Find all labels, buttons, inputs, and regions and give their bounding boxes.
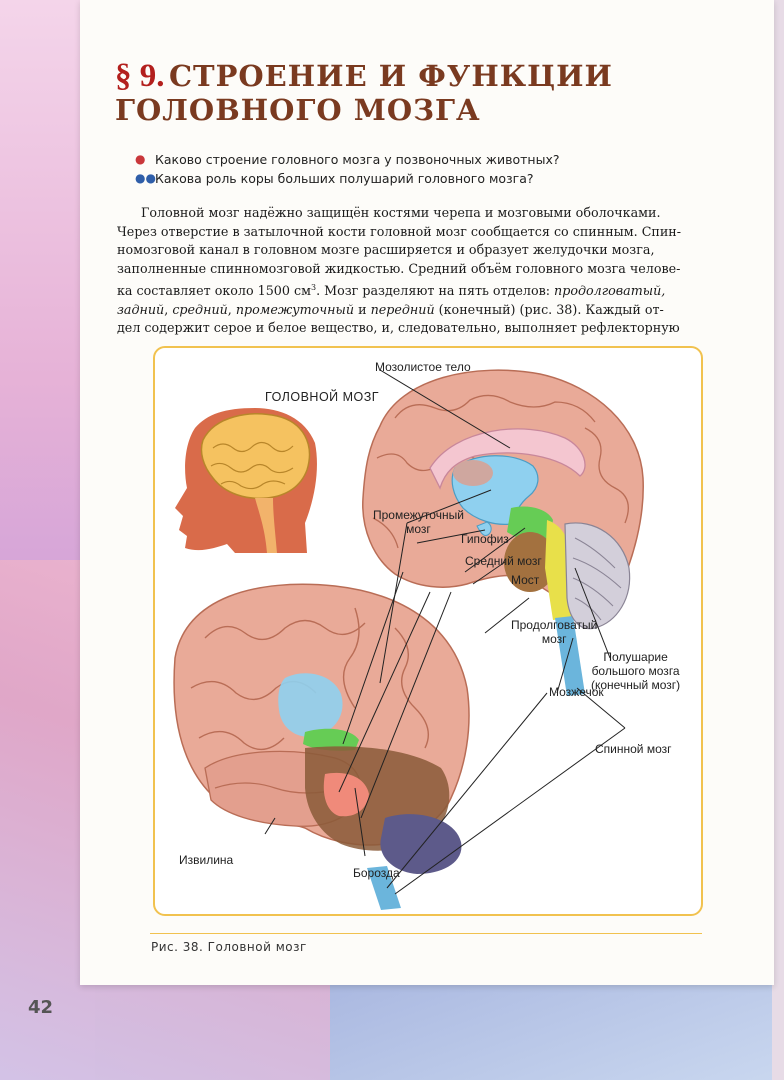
brain-figure	[153, 346, 703, 916]
italic-term: продолговатый,	[554, 283, 666, 299]
label-line: (конечный мозг)	[591, 678, 681, 692]
body-paragraph	[117, 204, 742, 338]
superscript: 3	[310, 282, 317, 292]
question-item	[135, 150, 560, 169]
label-pituitary: Гипофиз	[461, 532, 509, 546]
bullet-icon: ●●	[135, 171, 156, 185]
bullet-icon: ●	[135, 152, 146, 166]
body-line	[117, 301, 742, 320]
review-questions	[135, 150, 560, 188]
text-span: и	[354, 301, 371, 317]
label-cerebellum: Мозжечок	[549, 685, 604, 699]
label-sulcus: Борозда	[353, 866, 400, 880]
section-title-line2: ГОЛОВНОГО МОЗГА	[115, 93, 481, 127]
text-span: ка составляет около 1500 см	[117, 283, 311, 299]
label-line: Полушарие	[603, 650, 668, 664]
section-title-line1: СТРОЕНИЕ И ФУНКЦИИ	[168, 59, 613, 93]
section-title	[115, 58, 613, 95]
thalamus	[453, 460, 493, 486]
body-line: Через отверстие в затылочной кости головной мозг сообщается со спинным. Спин-	[117, 223, 682, 239]
label-gyrus: Извилина	[179, 853, 234, 867]
question-text: Каково строение головного мозга у позвоночных животных?	[155, 152, 560, 167]
text-span: (конечный) (рис. 38). Каждый от-	[434, 301, 664, 317]
body-line	[117, 279, 742, 301]
label-line: Промежуточный	[373, 508, 464, 522]
label-line: мозг	[541, 632, 567, 646]
text-span: . Мозг разделяют на пять отделов:	[316, 283, 555, 299]
head-silhouette-inset	[175, 408, 317, 553]
label-line: мозг	[406, 522, 431, 536]
label-medulla	[511, 618, 597, 646]
text-span: ,	[227, 301, 236, 317]
question-item	[135, 169, 560, 188]
italic-term: задний	[117, 301, 165, 317]
figure-caption: Рис. 38. Головной мозг	[151, 940, 307, 954]
label-corpus-callosum: Мозолистое тело	[375, 360, 471, 374]
body-line: Головной мозг надёжно защищён костями черепа и мозговыми оболочками.	[141, 205, 661, 220]
page-number: 42	[28, 997, 54, 1018]
body-line: заполненные спинномозговой жидкостью. Средний объём головного мозга челове-	[117, 261, 681, 277]
label-line: большого мозга	[591, 664, 680, 678]
italic-term: промежуточный	[235, 301, 355, 317]
text-span: ,	[164, 301, 173, 317]
body-line: номозговой канал в головном мозге расширяется и образует желудочки мозга,	[117, 242, 655, 258]
italic-term: передний	[370, 301, 435, 317]
section-number: § 9.	[115, 58, 165, 94]
label-diencephalon	[373, 508, 464, 536]
label-pons: Мост	[511, 573, 540, 587]
label-spinal-cord: Спинной мозг	[595, 742, 672, 756]
brain-illustration	[155, 348, 701, 914]
label-line: Продолговатый	[511, 618, 598, 632]
label-midbrain: Средний мозг	[465, 554, 542, 568]
label-hemisphere	[591, 650, 680, 692]
inset-title: ГОЛОВНОЙ МОЗГ	[265, 390, 380, 404]
caption-divider	[150, 933, 702, 934]
question-text: Какова роль коры больших полушарий головного мозга?	[155, 171, 534, 186]
textbook-page	[80, 0, 774, 985]
body-line: дел содержит серое и белое вещество, и, следовательно, выполняет рефлекторную	[117, 320, 680, 336]
italic-term: средний	[172, 301, 228, 317]
